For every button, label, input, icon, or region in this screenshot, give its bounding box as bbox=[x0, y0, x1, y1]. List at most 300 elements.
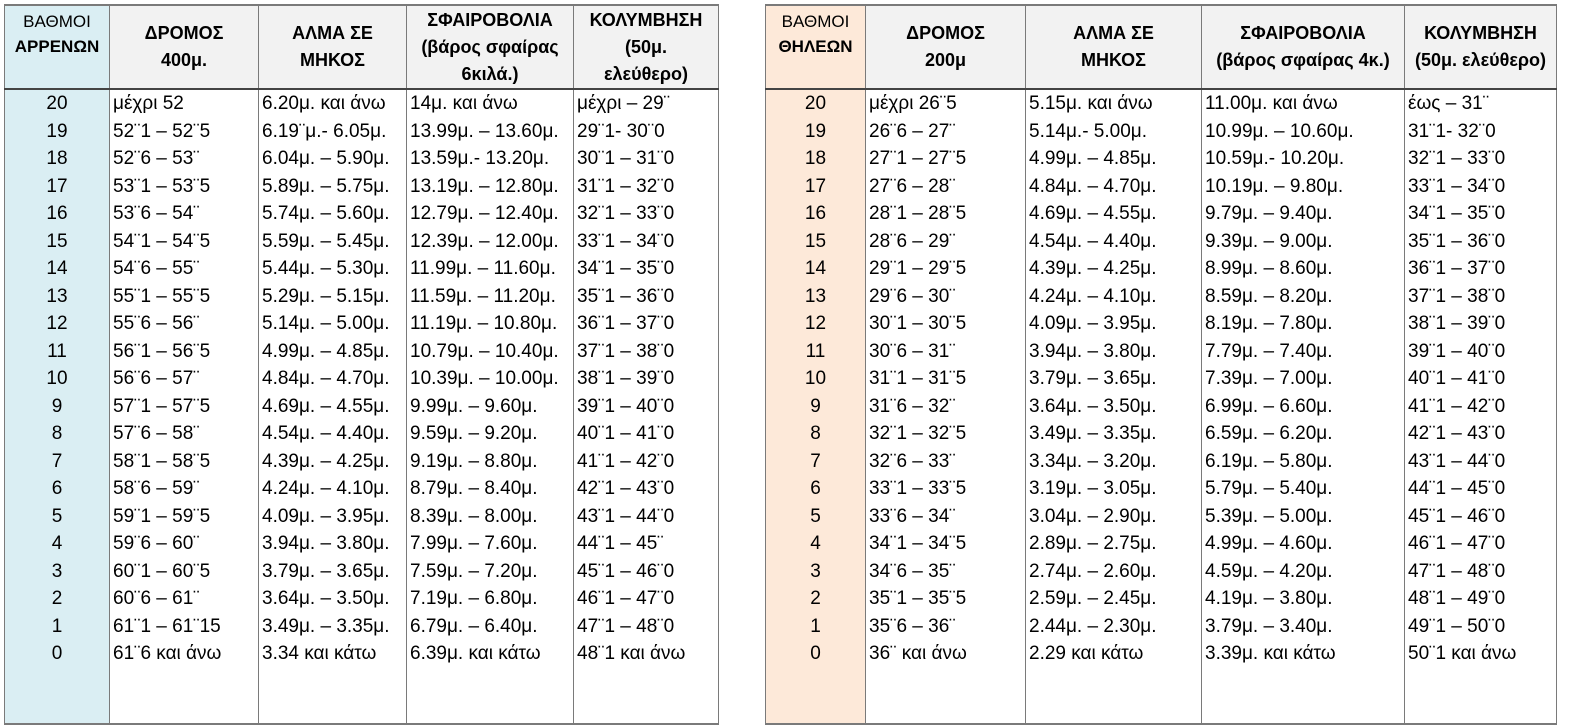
shot-put-cell: 8.99μ. – 8.60μ. bbox=[1202, 255, 1405, 283]
long-jump-cell: 2.59μ. – 2.45μ. bbox=[1026, 585, 1202, 613]
swimming-time-cell: 39¨1 – 40¨0 bbox=[574, 393, 719, 421]
running-time-cell: 54¨6 – 55¨ bbox=[110, 255, 259, 283]
points-cell: 18 bbox=[5, 145, 110, 173]
running-time-cell: 28¨6 – 29¨ bbox=[866, 228, 1026, 256]
swimming-time-cell: 42¨1 – 43¨0 bbox=[1405, 420, 1557, 448]
shot-put-cell: 7.39μ. – 7.00μ. bbox=[1202, 365, 1405, 393]
running-time-cell: 54¨1 – 54¨5 bbox=[110, 228, 259, 256]
table-row bbox=[766, 530, 1557, 558]
running-time-cell: 34¨1 – 34¨5 bbox=[866, 530, 1026, 558]
long-jump-header bbox=[259, 5, 407, 89]
points-cell: 0 bbox=[766, 640, 866, 668]
long-jump-cell: 2.74μ. – 2.60μ. bbox=[1026, 558, 1202, 586]
table-row bbox=[766, 89, 1557, 118]
table-row bbox=[766, 118, 1557, 146]
swimming-time-cell: 42¨1 – 43¨0 bbox=[574, 475, 719, 503]
empty-cell bbox=[407, 668, 574, 724]
swimming-time-cell: 45¨1 – 46¨0 bbox=[1405, 503, 1557, 531]
swimming-time-cell: 38¨1 – 39¨0 bbox=[574, 365, 719, 393]
points-cell: 4 bbox=[5, 530, 110, 558]
points-cell: 9 bbox=[5, 393, 110, 421]
swimming-time-cell: 48¨1 και άνω bbox=[574, 640, 719, 668]
swimming-time-cell: 35¨1 – 36¨0 bbox=[1405, 228, 1557, 256]
header-line: 200μ bbox=[924, 50, 967, 70]
running-time-cell: 27¨1 – 27¨5 bbox=[866, 145, 1026, 173]
table-row bbox=[766, 585, 1557, 613]
running-time-cell: 53¨6 – 54¨ bbox=[110, 200, 259, 228]
swimming-time-cell: 32¨1 – 33¨0 bbox=[1405, 145, 1557, 173]
header-line: ΘΗΛΕΩΝ bbox=[778, 37, 853, 56]
table-row bbox=[5, 173, 719, 201]
points-cell: 3 bbox=[766, 558, 866, 586]
long-jump-cell: 4.09μ. – 3.95μ. bbox=[259, 503, 407, 531]
long-jump-cell: 2.29 και κάτω bbox=[1026, 640, 1202, 668]
points-cell: 19 bbox=[5, 118, 110, 146]
long-jump-cell: 4.39μ. – 4.25μ. bbox=[1026, 255, 1202, 283]
swimming-time-cell: 29¨1- 30¨0 bbox=[574, 118, 719, 146]
long-jump-cell: 5.29μ. – 5.15μ. bbox=[259, 283, 407, 311]
swimming-time-cell: 35¨1 – 36¨0 bbox=[574, 283, 719, 311]
table-row bbox=[766, 475, 1557, 503]
shot-put-cell: 9.99μ. – 9.60μ. bbox=[407, 393, 574, 421]
running-time-cell: 58¨1 – 58¨5 bbox=[110, 448, 259, 476]
long-jump-cell: 4.24μ. – 4.10μ. bbox=[1026, 283, 1202, 311]
empty-cell bbox=[1026, 668, 1202, 724]
swimming-time-cell: 40¨1 – 41¨0 bbox=[1405, 365, 1557, 393]
empty-cell bbox=[259, 668, 407, 724]
running-time-cell: 61¨1 – 61¨15 bbox=[110, 613, 259, 641]
long-jump-cell: 2.44μ. – 2.30μ. bbox=[1026, 613, 1202, 641]
running-time-cell: 30¨1 – 30¨5 bbox=[866, 310, 1026, 338]
swimming-time-cell: 34¨1 – 35¨0 bbox=[1405, 200, 1557, 228]
points-cell: 16 bbox=[766, 200, 866, 228]
boys-grading-table bbox=[4, 4, 719, 725]
shot-put-cell: 9.19μ. – 8.80μ. bbox=[407, 448, 574, 476]
running-time-cell: 58¨6 – 59¨ bbox=[110, 475, 259, 503]
points-cell: 1 bbox=[766, 613, 866, 641]
empty-cell bbox=[866, 668, 1026, 724]
header-line: ΔΡΟΜΟΣ bbox=[144, 23, 224, 43]
shot-put-header bbox=[407, 5, 574, 89]
empty-cell bbox=[1405, 668, 1557, 724]
empty-cell bbox=[574, 668, 719, 724]
shot-put-cell: 13.59μ.- 13.20μ. bbox=[407, 145, 574, 173]
swimming-time-cell: 37¨1 – 38¨0 bbox=[1405, 283, 1557, 311]
shot-put-cell: 8.19μ. – 7.80μ. bbox=[1202, 310, 1405, 338]
running-time-cell: 57¨6 – 58¨ bbox=[110, 420, 259, 448]
running-time-cell: 60¨1 – 60¨5 bbox=[110, 558, 259, 586]
long-jump-cell: 2.89μ. – 2.75μ. bbox=[1026, 530, 1202, 558]
points-cell: 16 bbox=[5, 200, 110, 228]
swimming-time-cell: 33¨1 – 34¨0 bbox=[574, 228, 719, 256]
shot-put-cell: 11.00μ. και άνω bbox=[1202, 89, 1405, 118]
running-time-cell: 60¨6 – 61¨ bbox=[110, 585, 259, 613]
swimming-time-cell: έως – 31¨ bbox=[1405, 89, 1557, 118]
points-cell: 0 bbox=[5, 640, 110, 668]
running-time-cell: 34¨6 – 35¨ bbox=[866, 558, 1026, 586]
swimming-time-cell: 47¨1 – 48¨0 bbox=[1405, 558, 1557, 586]
long-jump-cell: 4.99μ. – 4.85μ. bbox=[1026, 145, 1202, 173]
swimming-time-cell: 49¨1 – 50¨0 bbox=[1405, 613, 1557, 641]
header-line: (50μ. bbox=[624, 36, 668, 57]
shot-put-cell: 11.19μ. – 10.80μ. bbox=[407, 310, 574, 338]
points-cell: 14 bbox=[5, 255, 110, 283]
running-time-cell: 32¨6 – 33¨ bbox=[866, 448, 1026, 476]
points-cell: 20 bbox=[766, 89, 866, 118]
swimming-time-cell: 33¨1 – 34¨0 bbox=[1405, 173, 1557, 201]
points-cell: 2 bbox=[766, 585, 866, 613]
table-row bbox=[5, 118, 719, 146]
running-time-cell: 30¨6 – 31¨ bbox=[866, 338, 1026, 366]
running-time-cell: 33¨6 – 34¨ bbox=[866, 503, 1026, 531]
running-time-cell: 53¨1 – 53¨5 bbox=[110, 173, 259, 201]
empty-row bbox=[766, 668, 1557, 724]
empty-cell bbox=[1202, 668, 1405, 724]
table-row bbox=[5, 310, 719, 338]
empty-cell bbox=[5, 668, 110, 724]
shot-put-cell: 11.59μ. – 11.20μ. bbox=[407, 283, 574, 311]
points-column-header bbox=[766, 5, 866, 89]
table-header-row bbox=[766, 5, 1557, 89]
header-line: (βάρος σφαίρας bbox=[421, 36, 559, 57]
long-jump-cell: 6.19¨μ.- 6.05μ. bbox=[259, 118, 407, 146]
running-header bbox=[110, 5, 259, 89]
table-row bbox=[5, 255, 719, 283]
shot-put-header bbox=[1202, 5, 1405, 89]
shot-put-cell: 3.39μ. και κάτω bbox=[1202, 640, 1405, 668]
points-cell: 10 bbox=[5, 365, 110, 393]
points-cell: 11 bbox=[5, 338, 110, 366]
shot-put-cell: 10.59μ.- 10.20μ. bbox=[1202, 145, 1405, 173]
points-cell: 2 bbox=[5, 585, 110, 613]
running-time-cell: 59¨6 – 60¨ bbox=[110, 530, 259, 558]
points-cell: 17 bbox=[5, 173, 110, 201]
shot-put-cell: 3.79μ. – 3.40μ. bbox=[1202, 613, 1405, 641]
long-jump-cell: 5.59μ. – 5.45μ. bbox=[259, 228, 407, 256]
empty-cell bbox=[110, 668, 259, 724]
shot-put-cell: 9.39μ. – 9.00μ. bbox=[1202, 228, 1405, 256]
table-row bbox=[766, 613, 1557, 641]
running-time-cell: 31¨1 – 31¨5 bbox=[866, 365, 1026, 393]
shot-put-cell: 7.79μ. – 7.40μ. bbox=[1202, 338, 1405, 366]
swimming-time-cell: 43¨1 – 44¨0 bbox=[1405, 448, 1557, 476]
shot-put-cell: 4.19μ. – 3.80μ. bbox=[1202, 585, 1405, 613]
points-cell: 13 bbox=[766, 283, 866, 311]
table-row bbox=[766, 365, 1557, 393]
table-body bbox=[766, 89, 1557, 724]
shot-put-cell: 6.39μ. και κάτω bbox=[407, 640, 574, 668]
points-cell: 7 bbox=[5, 448, 110, 476]
running-time-cell: 56¨6 – 57¨ bbox=[110, 365, 259, 393]
table-row bbox=[766, 558, 1557, 586]
running-time-cell: 32¨1 – 32¨5 bbox=[866, 420, 1026, 448]
header-line: (βάρος σφαίρας 4κ.) bbox=[1216, 50, 1390, 70]
long-jump-cell: 4.54μ. – 4.40μ. bbox=[1026, 228, 1202, 256]
running-time-cell: μέχρι 52 bbox=[110, 89, 259, 118]
running-time-cell: 57¨1 – 57¨5 bbox=[110, 393, 259, 421]
running-time-cell: 33¨1 – 33¨5 bbox=[866, 475, 1026, 503]
long-jump-cell: 3.79μ. – 3.65μ. bbox=[1026, 365, 1202, 393]
swimming-time-cell: 46¨1 – 47¨0 bbox=[574, 585, 719, 613]
long-jump-header bbox=[1026, 5, 1202, 89]
table-row bbox=[5, 530, 719, 558]
table-row bbox=[766, 145, 1557, 173]
running-time-cell: 27¨6 – 28¨ bbox=[866, 173, 1026, 201]
table-row bbox=[5, 145, 719, 173]
table-row bbox=[766, 393, 1557, 421]
points-cell: 17 bbox=[766, 173, 866, 201]
table-row bbox=[5, 640, 719, 668]
running-time-cell: 36¨ και άνω bbox=[866, 640, 1026, 668]
shot-put-cell: 6.19μ. – 5.80μ. bbox=[1202, 448, 1405, 476]
shot-put-cell: 7.19μ. – 6.80μ. bbox=[407, 585, 574, 613]
shot-put-cell: 10.19μ. – 9.80μ. bbox=[1202, 173, 1405, 201]
running-time-cell: 31¨6 – 32¨ bbox=[866, 393, 1026, 421]
table-row bbox=[5, 503, 719, 531]
long-jump-cell: 5.89μ. – 5.75μ. bbox=[259, 173, 407, 201]
points-cell: 4 bbox=[766, 530, 866, 558]
swimming-time-cell: 39¨1 – 40¨0 bbox=[1405, 338, 1557, 366]
header-line: (50μ. ελεύθερο) bbox=[1414, 50, 1546, 70]
points-cell: 6 bbox=[766, 475, 866, 503]
header-line: ελεύθερο) bbox=[604, 63, 688, 84]
table-row bbox=[5, 420, 719, 448]
long-jump-cell: 3.64μ. – 3.50μ. bbox=[259, 585, 407, 613]
swimming-header bbox=[574, 5, 719, 89]
table-row bbox=[766, 503, 1557, 531]
swimming-header bbox=[1405, 5, 1557, 89]
table-row bbox=[766, 255, 1557, 283]
long-jump-cell: 4.99μ. – 4.85μ. bbox=[259, 338, 407, 366]
swimming-time-cell: 50¨1 και άνω bbox=[1405, 640, 1557, 668]
swimming-time-cell: 48¨1 – 49¨0 bbox=[1405, 585, 1557, 613]
running-time-cell: 35¨1 – 35¨5 bbox=[866, 585, 1026, 613]
table-row bbox=[766, 310, 1557, 338]
table-row bbox=[766, 173, 1557, 201]
swimming-time-cell: 36¨1 – 37¨0 bbox=[574, 310, 719, 338]
points-cell: 8 bbox=[766, 420, 866, 448]
running-time-cell: 28¨1 – 28¨5 bbox=[866, 200, 1026, 228]
points-cell: 13 bbox=[5, 283, 110, 311]
points-cell: 5 bbox=[5, 503, 110, 531]
table-row bbox=[766, 420, 1557, 448]
table-row bbox=[766, 283, 1557, 311]
table-row bbox=[766, 200, 1557, 228]
swimming-time-cell: 31¨1 – 32¨0 bbox=[574, 173, 719, 201]
running-time-cell: μέχρι 26¨5 bbox=[866, 89, 1026, 118]
swimming-time-cell: 37¨1 – 38¨0 bbox=[574, 338, 719, 366]
header-line: ΣΦΑΙΡΟΒΟΛΙΑ bbox=[427, 9, 553, 30]
table-row bbox=[766, 448, 1557, 476]
shot-put-cell: 5.39μ. – 5.00μ. bbox=[1202, 503, 1405, 531]
swimming-time-cell: 45¨1 – 46¨0 bbox=[574, 558, 719, 586]
shot-put-cell: 6.79μ. – 6.40μ. bbox=[407, 613, 574, 641]
header-line: ΑΛΜΑ ΣΕ bbox=[292, 23, 373, 43]
points-column-header bbox=[5, 5, 110, 89]
header-line: ΚΟΛΥΜΒΗΣΗ bbox=[1424, 23, 1537, 43]
swimming-time-cell: μέχρι – 29¨ bbox=[574, 89, 719, 118]
swimming-time-cell: 46¨1 – 47¨0 bbox=[1405, 530, 1557, 558]
points-cell: 3 bbox=[5, 558, 110, 586]
table-header-row bbox=[5, 5, 719, 89]
swimming-time-cell: 30¨1 – 31¨0 bbox=[574, 145, 719, 173]
table-row bbox=[5, 338, 719, 366]
table-row bbox=[5, 585, 719, 613]
shot-put-cell: 7.99μ. – 7.60μ. bbox=[407, 530, 574, 558]
points-cell: 11 bbox=[766, 338, 866, 366]
table-body bbox=[5, 89, 719, 724]
shot-put-cell: 10.79μ. – 10.40μ. bbox=[407, 338, 574, 366]
long-jump-cell: 3.94μ. – 3.80μ. bbox=[259, 530, 407, 558]
running-time-cell: 29¨6 – 30¨ bbox=[866, 283, 1026, 311]
header-line: ΑΛΜΑ ΣΕ bbox=[1073, 23, 1154, 43]
points-cell: 12 bbox=[5, 310, 110, 338]
swimming-time-cell: 47¨1 – 48¨0 bbox=[574, 613, 719, 641]
long-jump-cell: 4.24μ. – 4.10μ. bbox=[259, 475, 407, 503]
long-jump-cell: 6.04μ. – 5.90μ. bbox=[259, 145, 407, 173]
header-line: ΒΑΘΜΟΙ bbox=[781, 12, 850, 31]
points-cell: 5 bbox=[766, 503, 866, 531]
header-line: ΑΡΡΕΝΩΝ bbox=[14, 37, 100, 56]
long-jump-cell: 5.44μ. – 5.30μ. bbox=[259, 255, 407, 283]
swimming-time-cell: 40¨1 – 41¨0 bbox=[574, 420, 719, 448]
long-jump-cell: 4.69μ. – 4.55μ. bbox=[259, 393, 407, 421]
points-cell: 19 bbox=[766, 118, 866, 146]
running-time-cell: 61¨6 και άνω bbox=[110, 640, 259, 668]
table-row bbox=[5, 475, 719, 503]
header-line: ΜΗΚΟΣ bbox=[1081, 50, 1146, 70]
shot-put-cell: 8.79μ. – 8.40μ. bbox=[407, 475, 574, 503]
long-jump-cell: 5.15μ. και άνω bbox=[1026, 89, 1202, 118]
table-row bbox=[5, 283, 719, 311]
points-cell: 7 bbox=[766, 448, 866, 476]
header-line: 400μ. bbox=[160, 50, 208, 70]
swimming-time-cell: 41¨1 – 42¨0 bbox=[1405, 393, 1557, 421]
running-time-cell: 26¨6 – 27¨ bbox=[866, 118, 1026, 146]
shot-put-cell: 13.99μ. – 13.60μ. bbox=[407, 118, 574, 146]
long-jump-cell: 6.20μ. και άνω bbox=[259, 89, 407, 118]
table-row bbox=[5, 448, 719, 476]
shot-put-cell: 12.79μ. – 12.40μ. bbox=[407, 200, 574, 228]
long-jump-cell: 3.34μ. – 3.20μ. bbox=[1026, 448, 1202, 476]
long-jump-cell: 3.34 και κάτω bbox=[259, 640, 407, 668]
table-row bbox=[766, 640, 1557, 668]
table-row bbox=[5, 200, 719, 228]
empty-cell bbox=[766, 668, 866, 724]
long-jump-cell: 4.54μ. – 4.40μ. bbox=[259, 420, 407, 448]
table-row bbox=[5, 89, 719, 118]
table-row bbox=[766, 228, 1557, 256]
header-line: ΔΡΟΜΟΣ bbox=[906, 23, 985, 43]
long-jump-cell: 3.79μ. – 3.65μ. bbox=[259, 558, 407, 586]
long-jump-cell: 4.84μ. – 4.70μ. bbox=[259, 365, 407, 393]
shot-put-cell: 4.59μ. – 4.20μ. bbox=[1202, 558, 1405, 586]
shot-put-cell: 10.39μ. – 10.00μ. bbox=[407, 365, 574, 393]
points-cell: 12 bbox=[766, 310, 866, 338]
swimming-time-cell: 32¨1 – 33¨0 bbox=[574, 200, 719, 228]
long-jump-cell: 3.49μ. – 3.35μ. bbox=[1026, 420, 1202, 448]
points-cell: 9 bbox=[766, 393, 866, 421]
shot-put-cell: 12.39μ. – 12.00μ. bbox=[407, 228, 574, 256]
points-cell: 18 bbox=[766, 145, 866, 173]
running-time-cell: 55¨1 – 55¨5 bbox=[110, 283, 259, 311]
points-cell: 10 bbox=[766, 365, 866, 393]
shot-put-cell: 8.59μ. – 8.20μ. bbox=[1202, 283, 1405, 311]
running-time-cell: 52¨6 – 53¨ bbox=[110, 145, 259, 173]
long-jump-cell: 5.74μ. – 5.60μ. bbox=[259, 200, 407, 228]
shot-put-cell: 9.79μ. – 9.40μ. bbox=[1202, 200, 1405, 228]
running-time-cell: 59¨1 – 59¨5 bbox=[110, 503, 259, 531]
shot-put-cell: 4.99μ. – 4.60μ. bbox=[1202, 530, 1405, 558]
points-cell: 20 bbox=[5, 89, 110, 118]
header-line: ΚΟΛΥΜΒΗΣΗ bbox=[589, 9, 703, 30]
long-jump-cell: 4.09μ. – 3.95μ. bbox=[1026, 310, 1202, 338]
shot-put-cell: 14μ. και άνω bbox=[407, 89, 574, 118]
shot-put-cell: 9.59μ. – 9.20μ. bbox=[407, 420, 574, 448]
long-jump-cell: 3.04μ. – 2.90μ. bbox=[1026, 503, 1202, 531]
points-cell: 1 bbox=[5, 613, 110, 641]
table-row bbox=[5, 558, 719, 586]
swimming-time-cell: 34¨1 – 35¨0 bbox=[574, 255, 719, 283]
long-jump-cell: 3.19μ. – 3.05μ. bbox=[1026, 475, 1202, 503]
points-cell: 8 bbox=[5, 420, 110, 448]
swimming-time-cell: 36¨1 – 37¨0 bbox=[1405, 255, 1557, 283]
points-cell: 14 bbox=[766, 255, 866, 283]
table-row bbox=[5, 228, 719, 256]
shot-put-cell: 5.79μ. – 5.40μ. bbox=[1202, 475, 1405, 503]
shot-put-cell: 8.39μ. – 8.00μ. bbox=[407, 503, 574, 531]
long-jump-cell: 3.49μ. – 3.35μ. bbox=[259, 613, 407, 641]
long-jump-cell: 4.84μ. – 4.70μ. bbox=[1026, 173, 1202, 201]
long-jump-cell: 5.14μ.- 5.00μ. bbox=[1026, 118, 1202, 146]
table-row bbox=[766, 338, 1557, 366]
points-cell: 15 bbox=[766, 228, 866, 256]
swimming-time-cell: 43¨1 – 44¨0 bbox=[574, 503, 719, 531]
swimming-time-cell: 44¨1 – 45¨ bbox=[574, 530, 719, 558]
swimming-time-cell: 38¨1 – 39¨0 bbox=[1405, 310, 1557, 338]
header-line: ΒΑΘΜΟΙ bbox=[23, 12, 91, 31]
shot-put-cell: 13.19μ. – 12.80μ. bbox=[407, 173, 574, 201]
table-row bbox=[5, 365, 719, 393]
empty-row bbox=[5, 668, 719, 724]
running-time-cell: 29¨1 – 29¨5 bbox=[866, 255, 1026, 283]
header-line: ΜΗΚΟΣ bbox=[300, 50, 365, 70]
girls-grading-table bbox=[765, 4, 1557, 725]
swimming-time-cell: 31¨1- 32¨0 bbox=[1405, 118, 1557, 146]
shot-put-cell: 6.99μ. – 6.60μ. bbox=[1202, 393, 1405, 421]
running-time-cell: 55¨6 – 56¨ bbox=[110, 310, 259, 338]
shot-put-cell: 10.99μ. – 10.60μ. bbox=[1202, 118, 1405, 146]
long-jump-cell: 3.94μ. – 3.80μ. bbox=[1026, 338, 1202, 366]
shot-put-cell: 6.59μ. – 6.20μ. bbox=[1202, 420, 1405, 448]
long-jump-cell: 3.64μ. – 3.50μ. bbox=[1026, 393, 1202, 421]
long-jump-cell: 4.39μ. – 4.25μ. bbox=[259, 448, 407, 476]
running-time-cell: 35¨6 – 36¨ bbox=[866, 613, 1026, 641]
running-time-cell: 52¨1 – 52¨5 bbox=[110, 118, 259, 146]
points-cell: 6 bbox=[5, 475, 110, 503]
header-line: 6κιλά.) bbox=[461, 63, 519, 84]
swimming-time-cell: 44¨1 – 45¨0 bbox=[1405, 475, 1557, 503]
long-jump-cell: 4.69μ. – 4.55μ. bbox=[1026, 200, 1202, 228]
points-cell: 15 bbox=[5, 228, 110, 256]
running-time-cell: 56¨1 – 56¨5 bbox=[110, 338, 259, 366]
table-row bbox=[5, 393, 719, 421]
table-row bbox=[5, 613, 719, 641]
shot-put-cell: 11.99μ. – 11.60μ. bbox=[407, 255, 574, 283]
shot-put-cell: 7.59μ. – 7.20μ. bbox=[407, 558, 574, 586]
header-line: ΣΦΑΙΡΟΒΟΛΙΑ bbox=[1240, 23, 1366, 43]
long-jump-cell: 5.14μ. – 5.00μ. bbox=[259, 310, 407, 338]
